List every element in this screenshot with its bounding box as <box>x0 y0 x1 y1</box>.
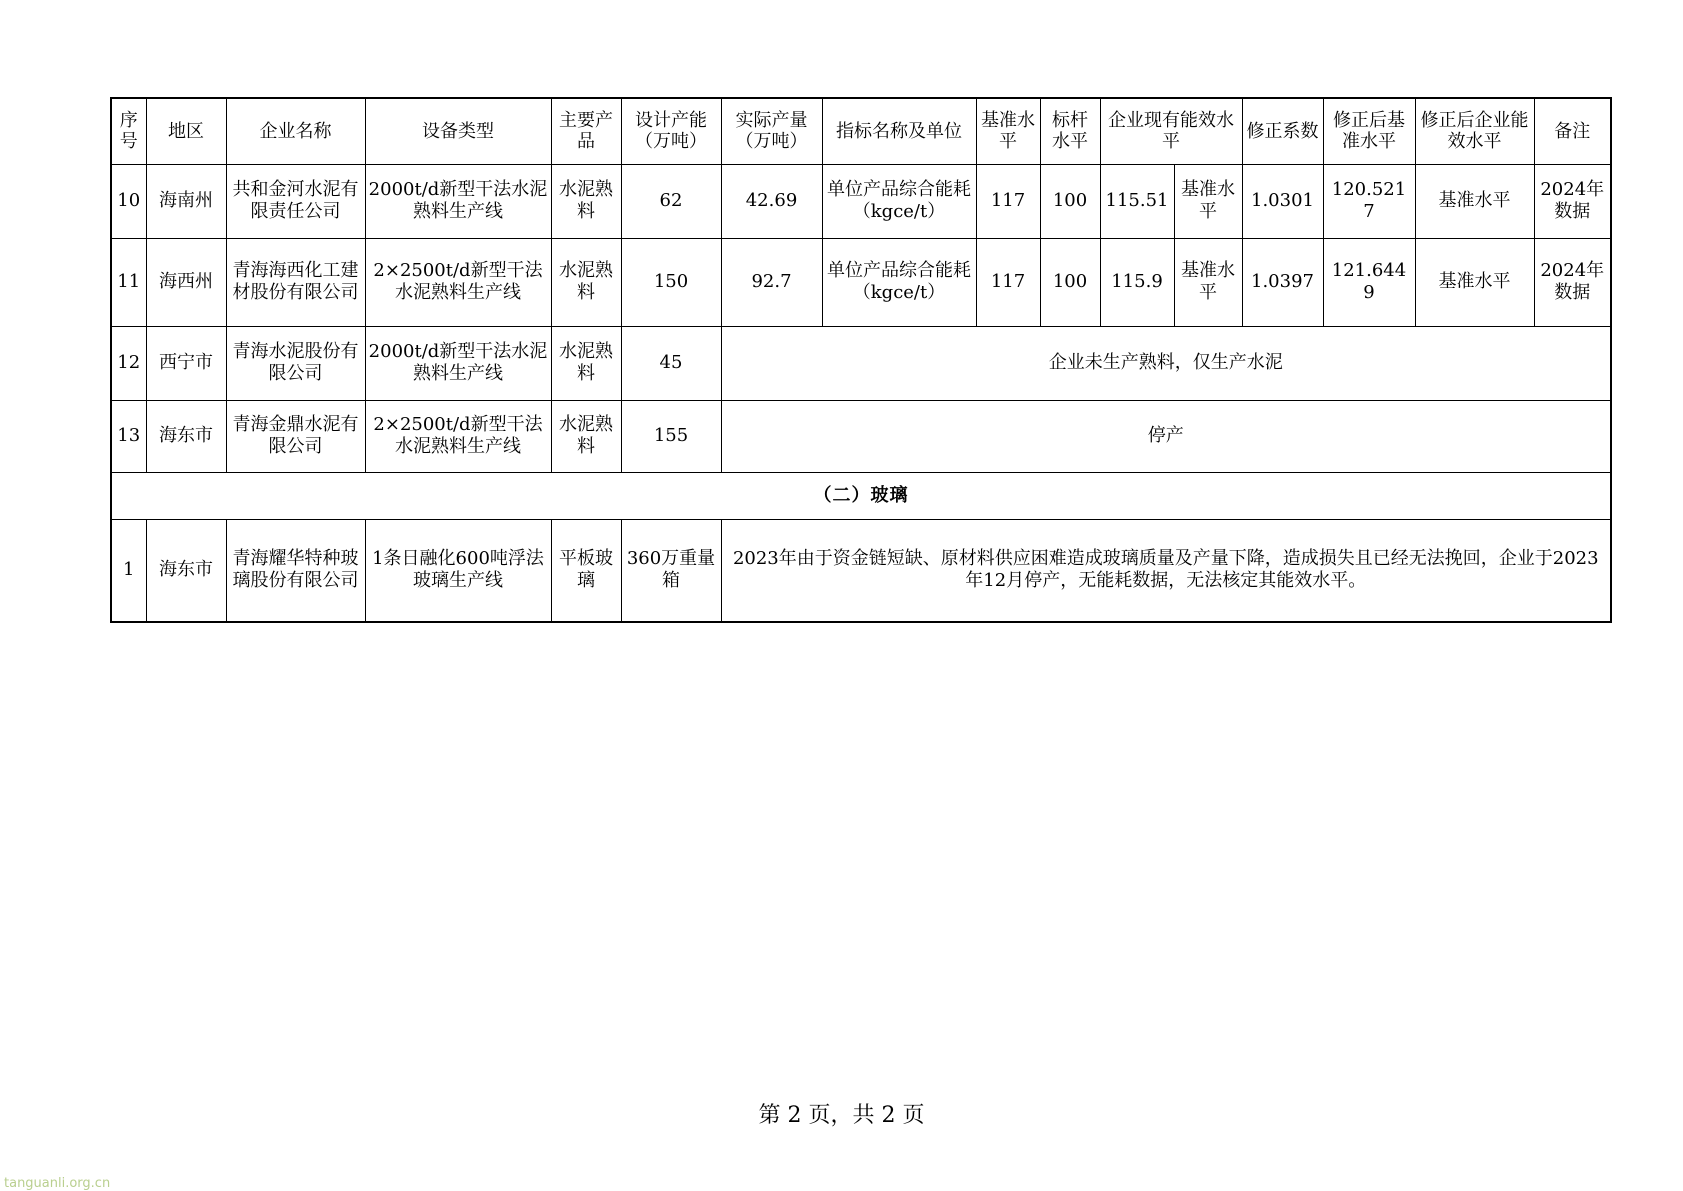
actual-output-cell: 92.7 <box>721 238 822 326</box>
header-row <box>111 98 1611 164</box>
header-cell: 主要产品 <box>551 98 621 164</box>
indicator-cell: 单位产品综合能耗（kgce/t） <box>822 238 976 326</box>
header-cell: 基准水平 <box>976 98 1040 164</box>
section-row <box>111 472 1611 519</box>
company-cell: 青海金鼎水泥有限公司 <box>226 400 365 472</box>
product-cell: 水泥熟料 <box>551 238 621 326</box>
equipment-cell: 2×2500t/d新型干法水泥熟料生产线 <box>365 400 551 472</box>
table-row <box>111 326 1611 400</box>
actual-output-cell: 42.69 <box>721 164 822 238</box>
note-cell: 2024年数据 <box>1534 238 1611 326</box>
company-cell: 共和金河水泥有限责任公司 <box>226 164 365 238</box>
note-cell: 2024年数据 <box>1534 164 1611 238</box>
design-capacity-cell: 150 <box>621 238 721 326</box>
header-cell: 设备类型 <box>365 98 551 164</box>
row-number: 11 <box>111 238 146 326</box>
coefficient-cell: 1.0301 <box>1242 164 1323 238</box>
row-number: 12 <box>111 326 146 400</box>
base-level-cell: 117 <box>976 164 1040 238</box>
corrected-base-cell: 120.5217 <box>1323 164 1415 238</box>
header-cell: 序号 <box>111 98 146 164</box>
header-cell: 修正系数 <box>1242 98 1323 164</box>
section-title: （二）玻璃 <box>111 472 1611 519</box>
energy-efficiency-table <box>110 97 1612 623</box>
table-row <box>111 238 1611 326</box>
watermark: tanguanli.org.cn <box>4 1176 111 1191</box>
design-capacity-cell: 155 <box>621 400 721 472</box>
row-number: 1 <box>111 519 146 622</box>
remark-cell: 2023年由于资金链短缺、原材料供应困难造成玻璃质量及产量下降，造成损失且已经无法挽回，企业于2023年12月停产，无能耗数据，无法核定其能效水平。 <box>721 519 1611 622</box>
equipment-cell: 1条日融化600吨浮法玻璃生产线 <box>365 519 551 622</box>
header-cell: 备注 <box>1534 98 1611 164</box>
header-cell: 修正后企业能效水平 <box>1415 98 1534 164</box>
corrected-base-cell: 121.6449 <box>1323 238 1415 326</box>
current-value-cell: 115.9 <box>1100 238 1174 326</box>
design-capacity-cell: 45 <box>621 326 721 400</box>
benchmark-level-cell: 100 <box>1040 238 1100 326</box>
equipment-cell: 2000t/d新型干法水泥熟料生产线 <box>365 164 551 238</box>
remark-cell: 企业未生产熟料，仅生产水泥 <box>721 326 1611 400</box>
header-cell: 地区 <box>146 98 226 164</box>
region-cell: 西宁市 <box>146 326 226 400</box>
corrected-level-cell: 基准水平 <box>1415 238 1534 326</box>
product-cell: 水泥熟料 <box>551 326 621 400</box>
header-cell: 实际产量（万吨） <box>721 98 822 164</box>
region-cell: 海东市 <box>146 519 226 622</box>
table-row <box>111 400 1611 472</box>
row-number: 13 <box>111 400 146 472</box>
header-cell: 设计产能（万吨） <box>621 98 721 164</box>
region-cell: 海南州 <box>146 164 226 238</box>
current-value-cell: 115.51 <box>1100 164 1174 238</box>
product-cell: 水泥熟料 <box>551 164 621 238</box>
equipment-cell: 2×2500t/d新型干法水泥熟料生产线 <box>365 238 551 326</box>
company-cell: 青海海西化工建材股份有限公司 <box>226 238 365 326</box>
region-cell: 海东市 <box>146 400 226 472</box>
equipment-cell: 2000t/d新型干法水泥熟料生产线 <box>365 326 551 400</box>
coefficient-cell: 1.0397 <box>1242 238 1323 326</box>
row-number: 10 <box>111 164 146 238</box>
current-level-cell: 基准水平 <box>1174 164 1242 238</box>
company-cell: 青海耀华特种玻璃股份有限公司 <box>226 519 365 622</box>
header-cell: 修正后基准水平 <box>1323 98 1415 164</box>
product-cell: 平板玻璃 <box>551 519 621 622</box>
header-cell: 指标名称及单位 <box>822 98 976 164</box>
corrected-level-cell: 基准水平 <box>1415 164 1534 238</box>
table-row <box>111 164 1611 238</box>
header-cell: 标杆水平 <box>1040 98 1100 164</box>
table-row <box>111 519 1611 622</box>
company-cell: 青海水泥股份有限公司 <box>226 326 365 400</box>
header-cell: 企业现有能效水平 <box>1100 98 1242 164</box>
region-cell: 海西州 <box>146 238 226 326</box>
product-cell: 水泥熟料 <box>551 400 621 472</box>
remark-cell: 停产 <box>721 400 1611 472</box>
design-capacity-cell: 360万重量箱 <box>621 519 721 622</box>
page-footer: 第 2 页，共 2 页 <box>758 1103 925 1128</box>
header-cell: 企业名称 <box>226 98 365 164</box>
base-level-cell: 117 <box>976 238 1040 326</box>
benchmark-level-cell: 100 <box>1040 164 1100 238</box>
current-level-cell: 基准水平 <box>1174 238 1242 326</box>
design-capacity-cell: 62 <box>621 164 721 238</box>
indicator-cell: 单位产品综合能耗（kgce/t） <box>822 164 976 238</box>
